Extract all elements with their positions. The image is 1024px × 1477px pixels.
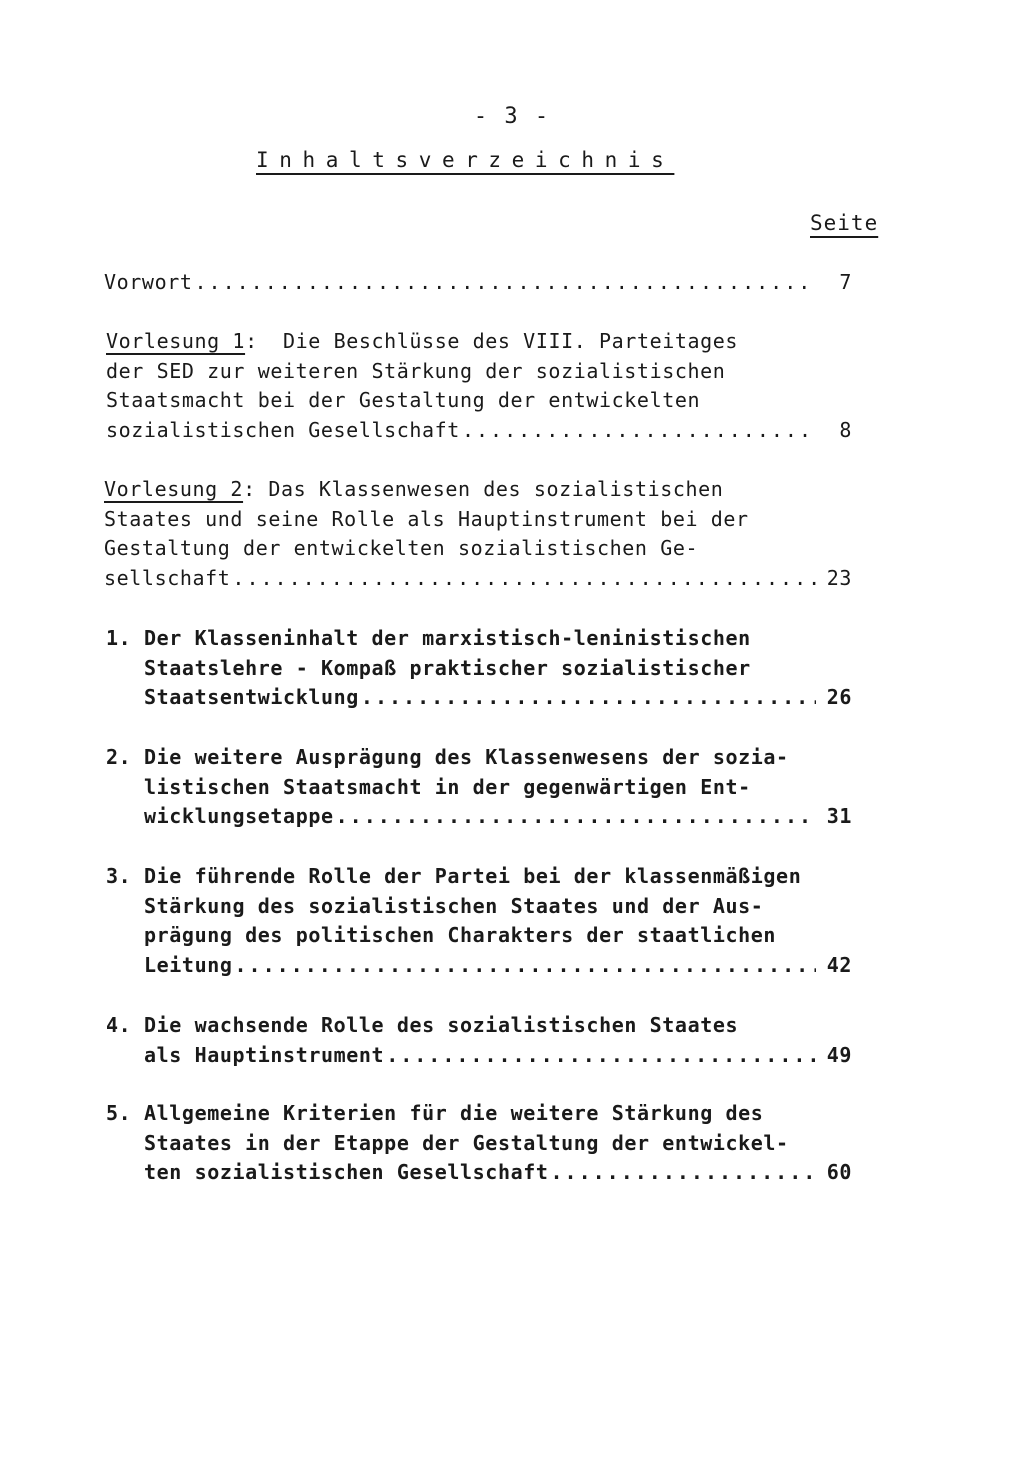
- toc-entry-text: listischen Staatsmacht in der gegenwärtigen Ent-: [144, 774, 751, 799]
- toc-entry-text: sellschaft: [104, 565, 231, 590]
- toc-entry-section-3[interactable]: [106, 862, 852, 980]
- toc-entry-text: Staatsentwicklung: [144, 685, 359, 709]
- toc-page-number: 60: [826, 1160, 852, 1184]
- toc-entry-section-2[interactable]: [106, 743, 852, 832]
- dot-leader: [551, 1158, 816, 1188]
- toc-entry-text: Das Klassenwesen des sozialistischen: [255, 477, 724, 501]
- toc-entry-text: wicklungsetappe: [144, 804, 334, 828]
- toc-entry-text: Stärkung des sozialistischen Staates und der Aus-: [144, 893, 764, 918]
- toc-entry-text: Gestaltung der entwickelten sozialistischen Ge-: [104, 536, 699, 560]
- section-number: 2.: [106, 745, 132, 769]
- dot-leader: [336, 802, 816, 832]
- toc-entry-text: der SED zur weiteren Stärkung der sozialistischen: [106, 358, 726, 383]
- toc-entry-text: als Hauptinstrument: [144, 1042, 385, 1067]
- toc-entry-text: Die weitere Ausprägung des Klassenwesens der sozia-: [144, 745, 789, 769]
- toc-entry-section-5[interactable]: [106, 1099, 852, 1188]
- toc-entry-text: Vorwort: [104, 270, 193, 294]
- toc-page-number: 42: [826, 952, 852, 977]
- toc-entry-section-4[interactable]: [106, 1011, 852, 1070]
- toc-entry-text: Der Klasseninhalt der marxistisch-leninistischen: [144, 626, 751, 650]
- dot-leader: [235, 951, 817, 981]
- label-suffix: :: [243, 477, 256, 501]
- toc-entry-text: sozialistischen Gesellschaft: [106, 417, 460, 442]
- toc-entry-text: Leitung: [144, 952, 233, 977]
- toc-entry-text: Die wachsende Rolle des sozialistischen Staates: [144, 1013, 739, 1037]
- section-number: 4.: [106, 1013, 132, 1037]
- toc-page-number: 8: [839, 417, 852, 442]
- toc-entry-vorlesung-1[interactable]: [106, 327, 852, 445]
- section-number: 3.: [106, 864, 132, 888]
- dot-leader: [195, 268, 817, 298]
- toc-entry-text: Die führende Rolle der Partei bei der klassenmäßigen: [144, 864, 802, 888]
- toc-entry-text: prägung des politischen Charakters der staatlichen: [144, 923, 777, 947]
- section-number: 5.: [106, 1101, 132, 1125]
- page-number: - 3 -: [473, 104, 551, 129]
- toc-entry-vorwort[interactable]: [104, 268, 852, 298]
- lecture-label: Vorlesung 2: [104, 477, 244, 501]
- toc-page-number: 7: [839, 270, 852, 294]
- dot-leader: [386, 1041, 816, 1071]
- toc-entry-text: Staates und seine Rolle als Hauptinstrument bei der: [104, 506, 749, 531]
- page-title: Inhaltsverzeichnis: [256, 148, 675, 172]
- toc-entry-text: ten sozialistischen Gesellschaft: [144, 1160, 549, 1184]
- toc-page-number: 49: [826, 1042, 852, 1067]
- lecture-label: Vorlesung 1: [106, 329, 246, 353]
- dot-leader: [232, 564, 816, 594]
- toc-entry-text: Staates in der Etappe der Gestaltung der entwickel-: [144, 1130, 789, 1155]
- toc-entry-text: Die Beschlüsse des VIII. Parteitages: [257, 329, 739, 353]
- dot-leader: [462, 416, 816, 446]
- toc-entry-text: Staatslehre - Kompaß praktischer sozialistischer: [144, 655, 751, 680]
- label-suffix: :: [245, 329, 258, 353]
- page-column-header: Seite: [810, 211, 879, 235]
- toc-page-number: 31: [826, 804, 852, 828]
- toc-page-number: 23: [826, 565, 852, 590]
- toc-entry-text: Staatsmacht bei der Gestaltung der entwickelten: [106, 388, 701, 412]
- toc-entry-vorlesung-2[interactable]: [104, 475, 852, 593]
- toc-entry-text: Allgemeine Kriterien für die weitere Stärkung des: [144, 1101, 764, 1125]
- section-number: 1.: [106, 626, 132, 650]
- toc-page-number: 26: [826, 685, 852, 709]
- toc-entry-section-1[interactable]: [106, 624, 852, 713]
- dot-leader: [361, 683, 816, 713]
